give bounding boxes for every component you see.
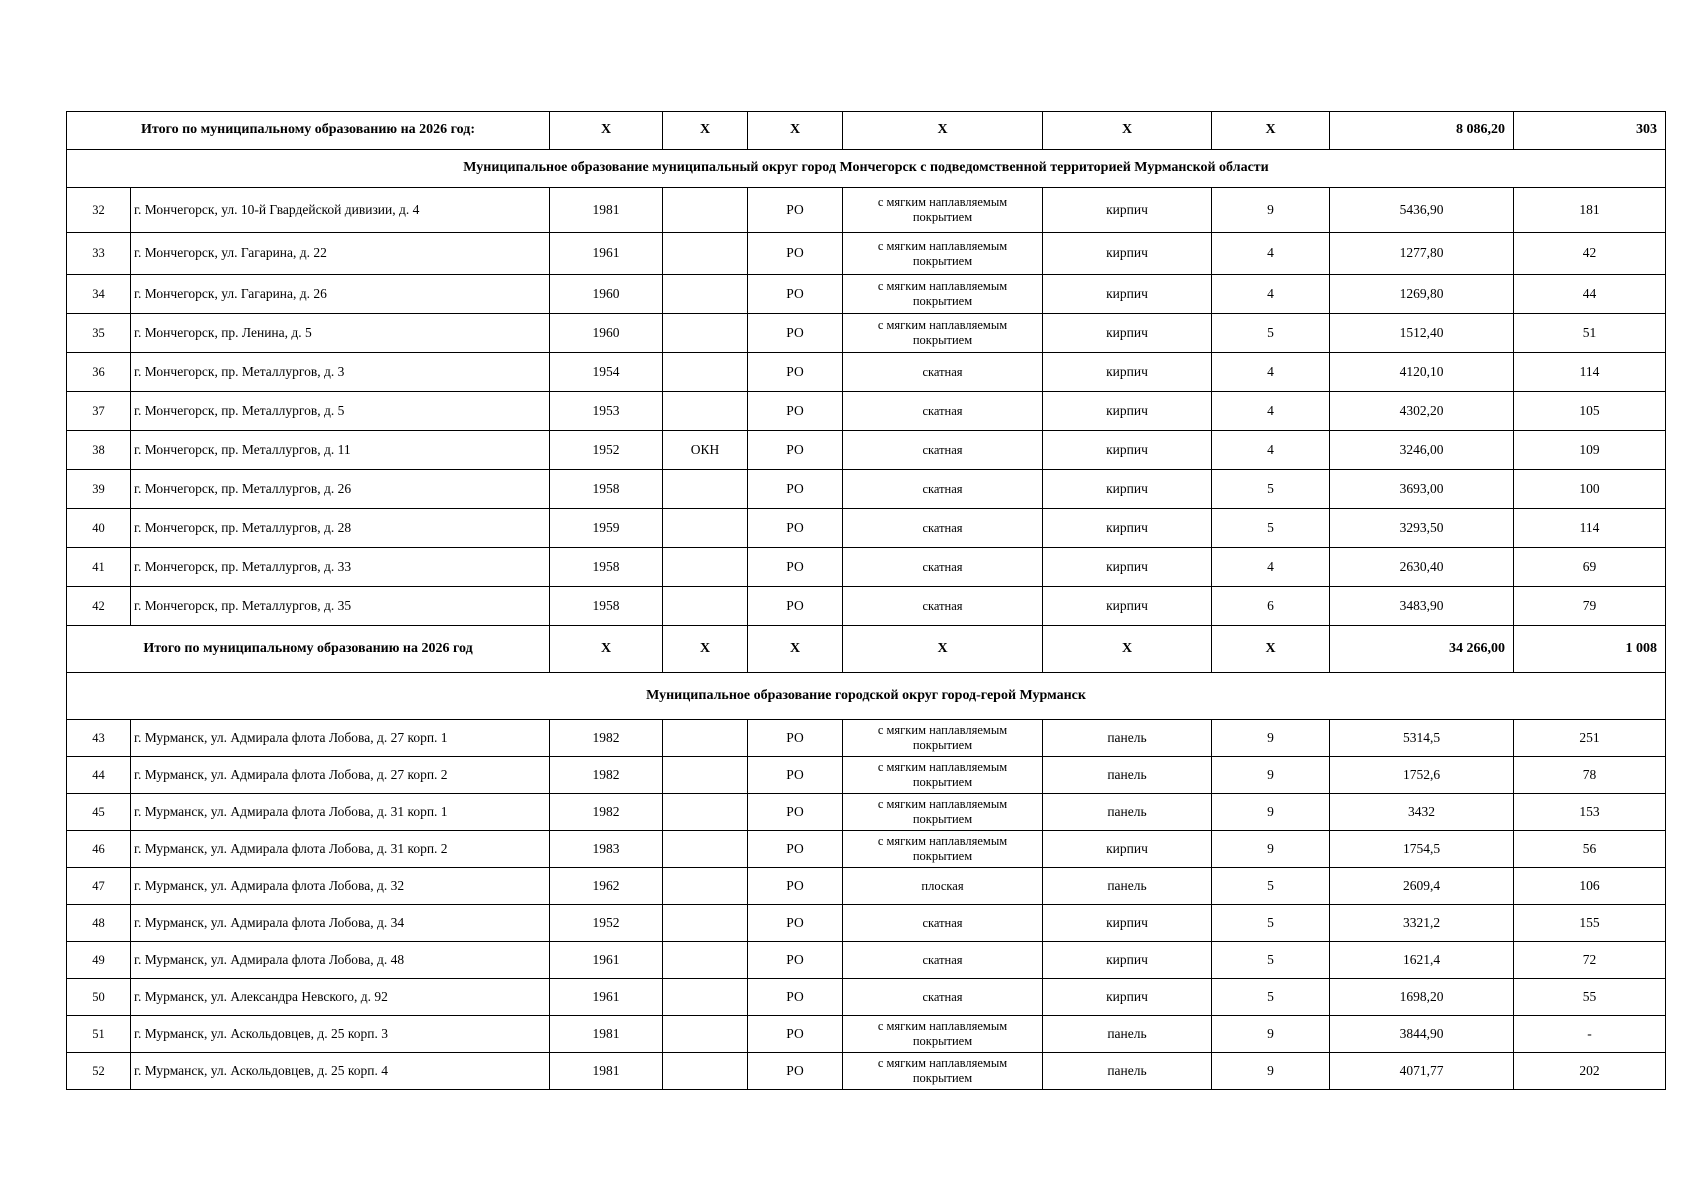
row-number: 49	[67, 942, 131, 979]
row-roof-type: плоская	[843, 868, 1043, 905]
row-address: г. Мончегорск, пр. Металлургов, д. 28	[131, 509, 550, 548]
row-roof-type: с мягким наплавляемым покрытием	[843, 1053, 1043, 1090]
row-floors: 4	[1212, 548, 1330, 587]
row-method: РО	[748, 509, 843, 548]
row-method: РО	[748, 868, 843, 905]
row-address: г. Мурманск, ул. Адмирала флота Лобова, д. 31 корп. 1	[131, 794, 550, 831]
row-wall-material: панель	[1043, 794, 1212, 831]
row-floors: 9	[1212, 794, 1330, 831]
row-year: 1983	[550, 831, 663, 868]
row-floors: 5	[1212, 942, 1330, 979]
row-wall-material: кирпич	[1043, 314, 1212, 353]
row-roof-type: с мягким наплавляемым покрытием	[843, 275, 1043, 314]
row-year: 1960	[550, 275, 663, 314]
row-residents: 114	[1514, 353, 1666, 392]
row-method: РО	[748, 233, 843, 275]
row-number: 44	[67, 757, 131, 794]
row-okn	[663, 794, 748, 831]
row-address: г. Мончегорск, ул. 10-й Гвардейской дивизии, д. 4	[131, 188, 550, 233]
row-wall-material: кирпич	[1043, 188, 1212, 233]
row-residents: 42	[1514, 233, 1666, 275]
row-floors: 6	[1212, 587, 1330, 626]
row-roof-type: с мягким наплавляемым покрытием	[843, 233, 1043, 275]
row-residents: 202	[1514, 1053, 1666, 1090]
row-roof-type: с мягким наплавляемым покрытием	[843, 831, 1043, 868]
row-method: РО	[748, 942, 843, 979]
row-area: 1754,5	[1330, 831, 1514, 868]
row-okn	[663, 868, 748, 905]
row-number: 52	[67, 1053, 131, 1090]
row-okn	[663, 188, 748, 233]
row-year: 1981	[550, 188, 663, 233]
row-roof-type: скатная	[843, 431, 1043, 470]
row-okn	[663, 470, 748, 509]
row-okn	[663, 548, 748, 587]
total-mark: X	[748, 112, 843, 150]
row-floors: 5	[1212, 868, 1330, 905]
row-method: РО	[748, 720, 843, 757]
row-year: 1961	[550, 942, 663, 979]
row-address: г. Мурманск, ул. Аскольдовцев, д. 25 корп. 4	[131, 1053, 550, 1090]
row-area: 2609,4	[1330, 868, 1514, 905]
row-address: г. Мончегорск, пр. Металлургов, д. 11	[131, 431, 550, 470]
row-area: 4120,10	[1330, 353, 1514, 392]
row-floors: 4	[1212, 233, 1330, 275]
row-area: 4302,20	[1330, 392, 1514, 431]
row-year: 1960	[550, 314, 663, 353]
row-address: г. Мурманск, ул. Адмирала флота Лобова, д. 31 корп. 2	[131, 831, 550, 868]
row-area: 1752,6	[1330, 757, 1514, 794]
row-floors: 9	[1212, 188, 1330, 233]
row-wall-material: панель	[1043, 720, 1212, 757]
row-wall-material: кирпич	[1043, 942, 1212, 979]
total-area: 34 266,00	[1330, 626, 1514, 673]
row-method: РО	[748, 548, 843, 587]
row-floors: 9	[1212, 757, 1330, 794]
row-area: 5314,5	[1330, 720, 1514, 757]
row-number: 34	[67, 275, 131, 314]
section-title: Муниципальное образование городской округ город-герой Мурманск	[67, 673, 1666, 720]
row-residents: 78	[1514, 757, 1666, 794]
row-address: г. Мурманск, ул. Адмирала флота Лобова, д. 48	[131, 942, 550, 979]
row-year: 1961	[550, 233, 663, 275]
row-roof-type: скатная	[843, 942, 1043, 979]
row-okn	[663, 275, 748, 314]
section-header-row	[67, 673, 1666, 720]
table-row	[67, 979, 1666, 1016]
row-area: 1512,40	[1330, 314, 1514, 353]
row-number: 40	[67, 509, 131, 548]
table-body	[67, 112, 1666, 1090]
row-wall-material: кирпич	[1043, 905, 1212, 942]
row-address: г. Мончегорск, ул. Гагарина, д. 26	[131, 275, 550, 314]
row-residents: 109	[1514, 431, 1666, 470]
row-area: 1269,80	[1330, 275, 1514, 314]
row-floors: 4	[1212, 392, 1330, 431]
total-mark: X	[663, 626, 748, 673]
row-method: РО	[748, 794, 843, 831]
row-method: РО	[748, 392, 843, 431]
row-okn	[663, 757, 748, 794]
row-method: РО	[748, 831, 843, 868]
row-roof-type: с мягким наплавляемым покрытием	[843, 794, 1043, 831]
row-number: 46	[67, 831, 131, 868]
row-residents: 51	[1514, 314, 1666, 353]
row-roof-type: с мягким наплавляемым покрытием	[843, 757, 1043, 794]
row-residents: 79	[1514, 587, 1666, 626]
table-row	[67, 188, 1666, 233]
row-okn	[663, 353, 748, 392]
total-label: Итого по муниципальному образованию на 2026 год	[67, 626, 550, 673]
row-address: г. Мурманск, ул. Адмирала флота Лобова, д. 27 корп. 1	[131, 720, 550, 757]
total-residents: 1 008	[1514, 626, 1666, 673]
row-okn	[663, 979, 748, 1016]
row-number: 36	[67, 353, 131, 392]
housing-table	[66, 111, 1666, 1090]
row-year: 1952	[550, 905, 663, 942]
row-method: РО	[748, 470, 843, 509]
row-area: 3844,90	[1330, 1016, 1514, 1053]
row-roof-type: скатная	[843, 587, 1043, 626]
row-number: 48	[67, 905, 131, 942]
row-floors: 9	[1212, 1016, 1330, 1053]
row-number: 41	[67, 548, 131, 587]
row-wall-material: кирпич	[1043, 470, 1212, 509]
row-residents: 105	[1514, 392, 1666, 431]
row-area: 4071,77	[1330, 1053, 1514, 1090]
row-year: 1961	[550, 979, 663, 1016]
table-row	[67, 1016, 1666, 1053]
row-floors: 5	[1212, 314, 1330, 353]
row-wall-material: кирпич	[1043, 392, 1212, 431]
row-area: 3246,00	[1330, 431, 1514, 470]
total-mark: X	[550, 626, 663, 673]
total-row	[67, 626, 1666, 673]
row-wall-material: кирпич	[1043, 979, 1212, 1016]
table-row	[67, 233, 1666, 275]
row-residents: 100	[1514, 470, 1666, 509]
row-okn: ОКН	[663, 431, 748, 470]
row-method: РО	[748, 587, 843, 626]
row-floors: 5	[1212, 979, 1330, 1016]
row-floors: 9	[1212, 1053, 1330, 1090]
row-okn	[663, 942, 748, 979]
row-okn	[663, 392, 748, 431]
table-row	[67, 392, 1666, 431]
row-wall-material: кирпич	[1043, 431, 1212, 470]
row-number: 38	[67, 431, 131, 470]
row-year: 1953	[550, 392, 663, 431]
row-address: г. Мончегорск, пр. Металлургов, д. 26	[131, 470, 550, 509]
row-method: РО	[748, 353, 843, 392]
row-residents: 106	[1514, 868, 1666, 905]
row-method: РО	[748, 979, 843, 1016]
table-row	[67, 587, 1666, 626]
row-year: 1981	[550, 1016, 663, 1053]
row-okn	[663, 1016, 748, 1053]
row-residents: 181	[1514, 188, 1666, 233]
row-wall-material: панель	[1043, 1016, 1212, 1053]
total-mark: X	[1043, 112, 1212, 150]
row-number: 45	[67, 794, 131, 831]
row-year: 1982	[550, 757, 663, 794]
table-row	[67, 275, 1666, 314]
row-roof-type: с мягким наплавляемым покрытием	[843, 720, 1043, 757]
row-roof-type: скатная	[843, 509, 1043, 548]
row-method: РО	[748, 188, 843, 233]
row-residents: 153	[1514, 794, 1666, 831]
row-wall-material: кирпич	[1043, 831, 1212, 868]
row-wall-material: кирпич	[1043, 233, 1212, 275]
row-floors: 5	[1212, 905, 1330, 942]
table-row	[67, 868, 1666, 905]
section-header-row	[67, 150, 1666, 188]
row-wall-material: кирпич	[1043, 275, 1212, 314]
row-address: г. Мончегорск, пр. Ленина, д. 5	[131, 314, 550, 353]
row-year: 1958	[550, 587, 663, 626]
total-area: 8 086,20	[1330, 112, 1514, 150]
row-roof-type: скатная	[843, 470, 1043, 509]
row-address: г. Мурманск, ул. Аскольдовцев, д. 25 корп. 3	[131, 1016, 550, 1053]
row-number: 35	[67, 314, 131, 353]
table-row	[67, 470, 1666, 509]
table-row	[67, 509, 1666, 548]
row-roof-type: с мягким наплавляемым покрытием	[843, 188, 1043, 233]
row-method: РО	[748, 431, 843, 470]
row-number: 43	[67, 720, 131, 757]
row-residents: 155	[1514, 905, 1666, 942]
total-mark: X	[550, 112, 663, 150]
row-address: г. Мончегорск, пр. Металлургов, д. 35	[131, 587, 550, 626]
row-okn	[663, 233, 748, 275]
total-mark: X	[843, 112, 1043, 150]
row-number: 50	[67, 979, 131, 1016]
row-year: 1958	[550, 548, 663, 587]
row-residents: 44	[1514, 275, 1666, 314]
row-floors: 9	[1212, 831, 1330, 868]
row-number: 39	[67, 470, 131, 509]
total-mark: X	[748, 626, 843, 673]
row-method: РО	[748, 314, 843, 353]
row-address: г. Мончегорск, пр. Металлургов, д. 33	[131, 548, 550, 587]
total-row	[67, 112, 1666, 150]
row-floors: 4	[1212, 275, 1330, 314]
row-area: 1277,80	[1330, 233, 1514, 275]
table-row	[67, 757, 1666, 794]
table-row	[67, 905, 1666, 942]
row-address: г. Мончегорск, ул. Гагарина, д. 22	[131, 233, 550, 275]
row-okn	[663, 587, 748, 626]
total-label: Итого по муниципальному образованию на 2026 год:	[67, 112, 550, 150]
row-year: 1952	[550, 431, 663, 470]
row-roof-type: скатная	[843, 905, 1043, 942]
table-row	[67, 720, 1666, 757]
row-year: 1959	[550, 509, 663, 548]
row-method: РО	[748, 1053, 843, 1090]
total-mark: X	[1212, 112, 1330, 150]
row-address: г. Мурманск, ул. Адмирала флота Лобова, д. 32	[131, 868, 550, 905]
row-residents: 114	[1514, 509, 1666, 548]
row-year: 1981	[550, 1053, 663, 1090]
row-residents: 251	[1514, 720, 1666, 757]
row-residents: 55	[1514, 979, 1666, 1016]
table-row	[67, 353, 1666, 392]
row-area: 3432	[1330, 794, 1514, 831]
row-number: 47	[67, 868, 131, 905]
row-area: 5436,90	[1330, 188, 1514, 233]
row-address: г. Мурманск, ул. Александра Невского, д. 92	[131, 979, 550, 1016]
row-roof-type: скатная	[843, 548, 1043, 587]
row-floors: 9	[1212, 720, 1330, 757]
row-roof-type: скатная	[843, 979, 1043, 1016]
row-year: 1982	[550, 794, 663, 831]
table-row	[67, 942, 1666, 979]
row-address: г. Мурманск, ул. Адмирала флота Лобова, д. 27 корп. 2	[131, 757, 550, 794]
section-title: Муниципальное образование муниципальный округ город Мончегорск с подведомственной территорией Мурманской области	[67, 150, 1666, 188]
row-area: 2630,40	[1330, 548, 1514, 587]
row-okn	[663, 1053, 748, 1090]
row-method: РО	[748, 905, 843, 942]
table-row	[67, 794, 1666, 831]
row-number: 32	[67, 188, 131, 233]
table-row	[67, 1053, 1666, 1090]
row-area: 1698,20	[1330, 979, 1514, 1016]
row-roof-type: с мягким наплавляемым покрытием	[843, 1016, 1043, 1053]
row-area: 3293,50	[1330, 509, 1514, 548]
row-year: 1954	[550, 353, 663, 392]
row-wall-material: кирпич	[1043, 548, 1212, 587]
row-roof-type: скатная	[843, 392, 1043, 431]
row-okn	[663, 509, 748, 548]
row-area: 3693,00	[1330, 470, 1514, 509]
row-wall-material: кирпич	[1043, 509, 1212, 548]
total-mark: X	[1043, 626, 1212, 673]
row-okn	[663, 720, 748, 757]
row-wall-material: панель	[1043, 1053, 1212, 1090]
row-number: 42	[67, 587, 131, 626]
row-method: РО	[748, 275, 843, 314]
row-roof-type: скатная	[843, 353, 1043, 392]
row-address: г. Мурманск, ул. Адмирала флота Лобова, д. 34	[131, 905, 550, 942]
row-floors: 4	[1212, 353, 1330, 392]
row-address: г. Мончегорск, пр. Металлургов, д. 3	[131, 353, 550, 392]
row-wall-material: панель	[1043, 757, 1212, 794]
row-year: 1982	[550, 720, 663, 757]
row-method: РО	[748, 757, 843, 794]
row-number: 33	[67, 233, 131, 275]
row-area: 1621,4	[1330, 942, 1514, 979]
total-mark: X	[663, 112, 748, 150]
row-year: 1958	[550, 470, 663, 509]
table-row	[67, 314, 1666, 353]
row-year: 1962	[550, 868, 663, 905]
row-method: РО	[748, 1016, 843, 1053]
row-okn	[663, 905, 748, 942]
total-residents: 303	[1514, 112, 1666, 150]
row-number: 51	[67, 1016, 131, 1053]
row-wall-material: панель	[1043, 868, 1212, 905]
row-area: 3483,90	[1330, 587, 1514, 626]
total-mark: X	[1212, 626, 1330, 673]
row-residents: 56	[1514, 831, 1666, 868]
row-okn	[663, 314, 748, 353]
row-residents: 72	[1514, 942, 1666, 979]
row-wall-material: кирпич	[1043, 353, 1212, 392]
row-floors: 5	[1212, 509, 1330, 548]
row-residents: 69	[1514, 548, 1666, 587]
row-roof-type: с мягким наплавляемым покрытием	[843, 314, 1043, 353]
row-address: г. Мончегорск, пр. Металлургов, д. 5	[131, 392, 550, 431]
table-row	[67, 431, 1666, 470]
row-floors: 4	[1212, 431, 1330, 470]
table-row	[67, 831, 1666, 868]
row-number: 37	[67, 392, 131, 431]
row-area: 3321,2	[1330, 905, 1514, 942]
table-row	[67, 548, 1666, 587]
row-wall-material: кирпич	[1043, 587, 1212, 626]
total-mark: X	[843, 626, 1043, 673]
row-floors: 5	[1212, 470, 1330, 509]
row-okn	[663, 831, 748, 868]
row-residents: -	[1514, 1016, 1666, 1053]
